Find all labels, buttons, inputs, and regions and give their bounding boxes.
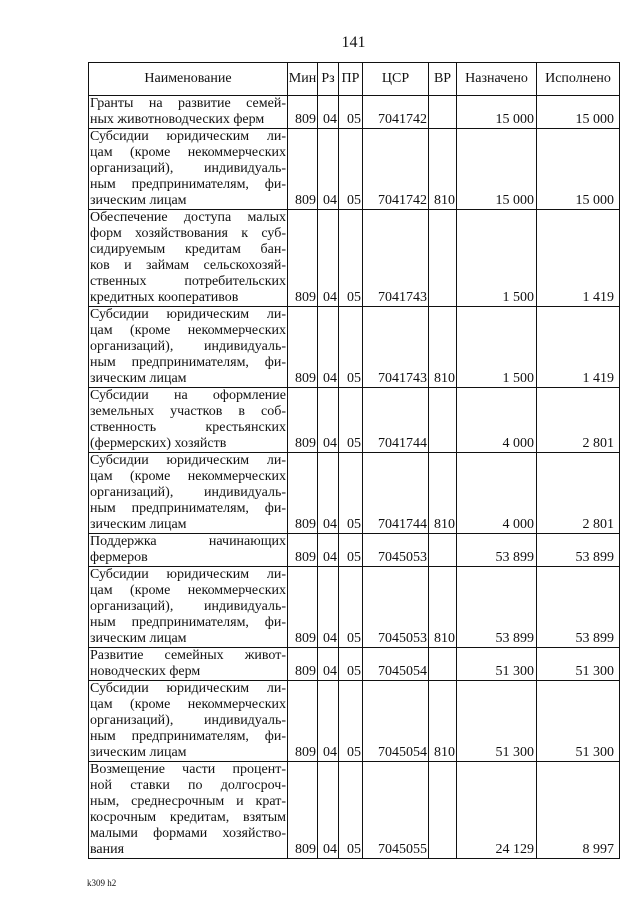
cell-assigned: 51 300	[457, 681, 537, 762]
cell-min: 809	[288, 534, 318, 567]
header-rz: Рз	[318, 63, 339, 96]
row-name-line: цам (кроме некоммерческих	[90, 697, 286, 712]
row-name-cell	[89, 96, 288, 129]
cell-rz: 04	[318, 388, 339, 453]
row-name-line: цам (кроме некоммерческих	[90, 469, 286, 484]
cell-executed: 1 419	[537, 210, 620, 307]
cell-csr: 7041743	[363, 210, 429, 307]
row-name-line: ным предпринимателям, фи-	[90, 501, 286, 516]
cell-min: 809	[288, 453, 318, 534]
row-name-line: Поддержка начинающих	[90, 534, 286, 549]
row-name-line: Возмещение части процент-	[90, 762, 286, 777]
cell-rz: 04	[318, 453, 339, 534]
cell-assigned: 1 500	[457, 210, 537, 307]
row-name-line: ным предпринимателям, фи-	[90, 729, 286, 744]
table-row	[89, 96, 620, 129]
row-name-line: организаций), индивидуаль-	[90, 339, 286, 354]
row-name-line: Субсидии юридическим ли-	[90, 307, 286, 322]
cell-pr: 05	[339, 388, 363, 453]
row-name-line: (фермерских) хозяйств	[90, 436, 227, 451]
table-row	[89, 210, 620, 307]
cell-pr: 05	[339, 681, 363, 762]
cell-assigned: 53 899	[457, 534, 537, 567]
table-row	[89, 681, 620, 762]
row-name-line: кредитных кооперативов	[90, 290, 239, 305]
row-name-line: вания	[90, 842, 125, 857]
header-executed: Исполнено	[537, 63, 620, 96]
row-name-line: цам (кроме некоммерческих	[90, 323, 286, 338]
cell-vr: 810	[429, 453, 457, 534]
cell-vr	[429, 534, 457, 567]
cell-vr: 810	[429, 307, 457, 388]
header-csr: ЦСР	[363, 63, 429, 96]
cell-executed: 8 997	[537, 762, 620, 859]
cell-assigned: 4 000	[457, 453, 537, 534]
row-name-line: фермеров	[90, 550, 148, 565]
row-name-line: косрочным кредитам, взятым	[90, 810, 286, 825]
cell-executed: 53 899	[537, 567, 620, 648]
cell-csr: 7041744	[363, 453, 429, 534]
cell-csr: 7045053	[363, 567, 429, 648]
row-name-line: цам (кроме некоммерческих	[90, 145, 286, 160]
cell-vr	[429, 210, 457, 307]
cell-executed: 53 899	[537, 534, 620, 567]
row-name-cell	[89, 210, 288, 307]
row-name-line: Субсидии юридическим ли-	[90, 129, 286, 144]
row-name-line: организаций), индивидуаль-	[90, 485, 286, 500]
table-row	[89, 129, 620, 210]
cell-executed: 51 300	[537, 648, 620, 681]
cell-executed: 2 801	[537, 388, 620, 453]
cell-executed: 15 000	[537, 96, 620, 129]
header-name: Наименование	[89, 63, 288, 96]
row-name-line: ков и займам сельскохозяй-	[90, 258, 286, 273]
row-name-line: Гранты на развитие семей-	[90, 96, 286, 111]
cell-csr: 7041742	[363, 96, 429, 129]
cell-pr: 05	[339, 129, 363, 210]
cell-min: 809	[288, 648, 318, 681]
row-name-line: Развитие семейных живот-	[90, 648, 286, 663]
cell-csr: 7045055	[363, 762, 429, 859]
row-name-line: Обеспечение доступа малых	[90, 210, 286, 225]
row-name-line: Субсидии юридическим ли-	[90, 681, 286, 696]
row-name-cell	[89, 648, 288, 681]
row-name-cell	[89, 453, 288, 534]
cell-assigned: 4 000	[457, 388, 537, 453]
cell-pr: 05	[339, 648, 363, 681]
cell-assigned: 1 500	[457, 307, 537, 388]
cell-assigned: 15 000	[457, 129, 537, 210]
row-name-line: Субсидии юридическим ли-	[90, 453, 286, 468]
cell-csr: 7045054	[363, 648, 429, 681]
cell-executed: 1 419	[537, 307, 620, 388]
row-name-line: ным предпринимателям, фи-	[90, 355, 286, 370]
cell-vr	[429, 762, 457, 859]
cell-csr: 7045053	[363, 534, 429, 567]
cell-csr: 7041744	[363, 388, 429, 453]
header-row	[89, 63, 620, 96]
cell-rz: 04	[318, 129, 339, 210]
cell-min: 809	[288, 96, 318, 129]
cell-min: 809	[288, 129, 318, 210]
cell-vr: 810	[429, 129, 457, 210]
row-name-line: Субсидии на оформление	[90, 388, 286, 403]
cell-rz: 04	[318, 307, 339, 388]
row-name-line: новодческих ферм	[90, 664, 201, 679]
cell-assigned: 15 000	[457, 96, 537, 129]
row-name-line: ным предпринимателям, фи-	[90, 615, 286, 630]
cell-vr	[429, 648, 457, 681]
table-header	[89, 63, 620, 96]
cell-rz: 04	[318, 210, 339, 307]
table-row	[89, 388, 620, 453]
cell-min: 809	[288, 388, 318, 453]
row-name-line: зическим лицам	[90, 193, 187, 208]
cell-pr: 05	[339, 210, 363, 307]
header-pr: ПР	[339, 63, 363, 96]
cell-pr: 05	[339, 567, 363, 648]
cell-rz: 04	[318, 681, 339, 762]
row-name-line: ственных потребительских	[90, 274, 286, 289]
cell-rz: 04	[318, 762, 339, 859]
row-name-cell	[89, 534, 288, 567]
cell-pr: 05	[339, 307, 363, 388]
row-name-line: ных животноводческих ферм	[90, 112, 265, 127]
cell-vr: 810	[429, 681, 457, 762]
row-name-line: Субсидии юридическим ли-	[90, 567, 286, 582]
cell-rz: 04	[318, 567, 339, 648]
cell-executed: 51 300	[537, 681, 620, 762]
cell-rz: 04	[318, 534, 339, 567]
table-row	[89, 453, 620, 534]
cell-rz: 04	[318, 96, 339, 129]
row-name-cell	[89, 762, 288, 859]
cell-pr: 05	[339, 96, 363, 129]
row-name-line: зическим лицам	[90, 371, 187, 386]
row-name-line: зическим лицам	[90, 631, 187, 646]
cell-pr: 05	[339, 534, 363, 567]
cell-assigned: 51 300	[457, 648, 537, 681]
cell-pr: 05	[339, 453, 363, 534]
row-name-cell	[89, 388, 288, 453]
row-name-line: малыми формами хозяйство-	[90, 826, 286, 841]
cell-min: 809	[288, 681, 318, 762]
table-row	[89, 762, 620, 859]
table-row	[89, 648, 620, 681]
row-name-line: ным предпринимателям, фи-	[90, 177, 286, 192]
table-row	[89, 534, 620, 567]
header-assigned: Назначено	[457, 63, 537, 96]
row-name-line: организаций), индивидуаль-	[90, 599, 286, 614]
row-name-cell	[89, 567, 288, 648]
cell-vr	[429, 388, 457, 453]
cell-assigned: 53 899	[457, 567, 537, 648]
cell-min: 809	[288, 762, 318, 859]
row-name-cell	[89, 681, 288, 762]
table-row	[89, 307, 620, 388]
cell-pr: 05	[339, 762, 363, 859]
row-name-line: форм хозяйствования к суб-	[90, 226, 286, 241]
row-name-line: зическим лицам	[90, 517, 187, 532]
table-row	[89, 567, 620, 648]
cell-csr: 7041743	[363, 307, 429, 388]
row-name-line: ственность крестьянских	[90, 420, 286, 435]
row-name-line: сидируемым кредитам бан-	[90, 242, 286, 257]
cell-vr	[429, 96, 457, 129]
row-name-line: земельных участков в соб-	[90, 404, 286, 419]
row-name-line: организаций), индивидуаль-	[90, 161, 286, 176]
cell-vr: 810	[429, 567, 457, 648]
row-name-line: цам (кроме некоммерческих	[90, 583, 286, 598]
budget-table	[88, 62, 620, 859]
cell-min: 809	[288, 567, 318, 648]
cell-csr: 7045054	[363, 681, 429, 762]
cell-executed: 2 801	[537, 453, 620, 534]
footer-code: k309 h2	[87, 878, 117, 888]
header-vr: ВР	[429, 63, 457, 96]
row-name-cell	[89, 307, 288, 388]
cell-csr: 7041742	[363, 129, 429, 210]
header-min: Мин	[288, 63, 318, 96]
table-body	[89, 96, 620, 859]
row-name-line: ной ставки по долгосроч-	[90, 778, 286, 793]
cell-min: 809	[288, 210, 318, 307]
row-name-cell	[89, 129, 288, 210]
row-name-line: ным, среднесрочным и крат-	[90, 794, 286, 809]
row-name-line: зическим лицам	[90, 745, 187, 760]
row-name-line: организаций), индивидуаль-	[90, 713, 286, 728]
cell-executed: 15 000	[537, 129, 620, 210]
page-number: 141	[341, 34, 366, 51]
cell-min: 809	[288, 307, 318, 388]
cell-rz: 04	[318, 648, 339, 681]
cell-assigned: 24 129	[457, 762, 537, 859]
